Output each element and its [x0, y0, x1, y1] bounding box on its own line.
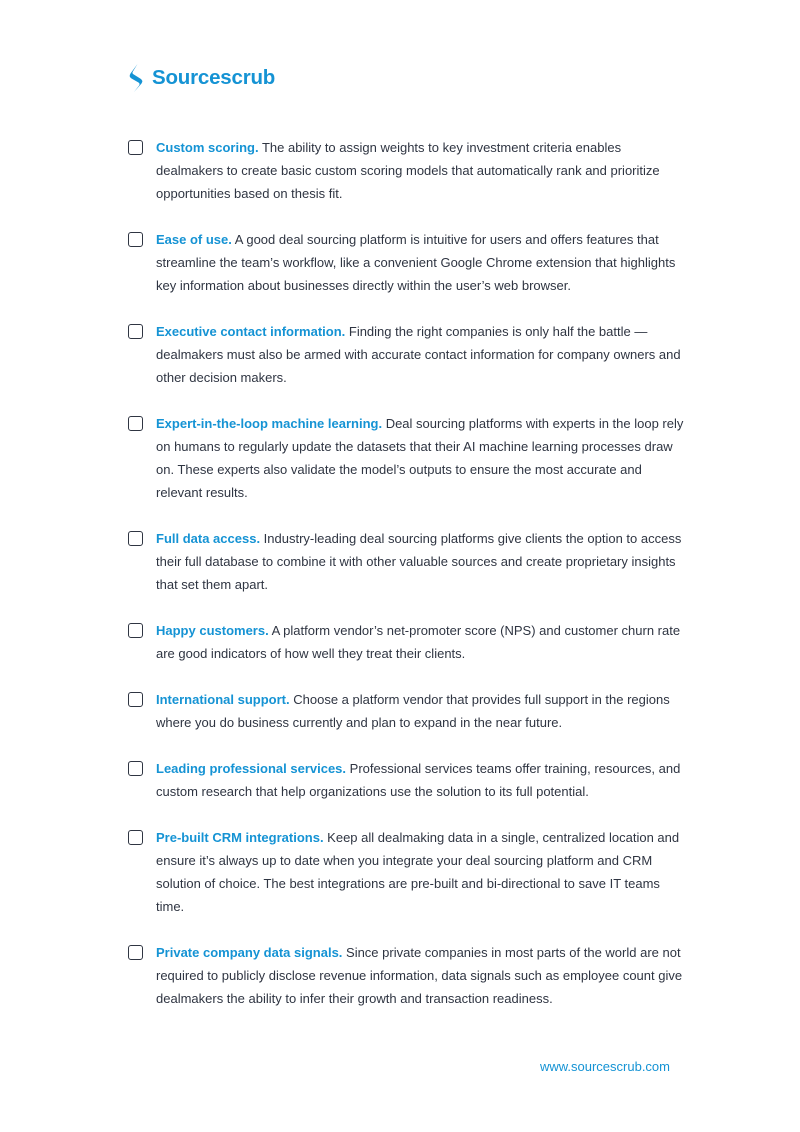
item-term: Expert-in-the-loop machine learning. — [156, 416, 383, 431]
checklist-item — [128, 136, 688, 205]
item-description: Since private companies in most parts of the world are not required to publicly disclose revenue information, data signals such as employee count give dealmakers the ability to infer their growth and transaction readiness. — [156, 945, 683, 1006]
item-term: Ease of use. — [156, 232, 232, 247]
item-term: Private company data signals. — [156, 945, 343, 960]
checkbox[interactable] — [128, 761, 143, 776]
item-description: Finding the right companies is only half the battle — dealmakers must also be armed with accurate contact information for company owners and other decision makers. — [156, 324, 681, 385]
item-description: Industry-leading deal sourcing platforms give clients the option to access their full database to combine it with other valuable sources and create proprietary insights that set them apart. — [156, 531, 682, 592]
item-description: Choose a platform vendor that provides full support in the regions where you do business currently and plan to expand in the near future. — [156, 692, 670, 730]
sourcescrub-logo-icon — [127, 63, 145, 93]
checklist — [128, 136, 688, 1010]
checklist-item — [128, 688, 688, 734]
item-term: Full data access. — [156, 531, 261, 546]
item-description: The ability to assign weights to key investment criteria enables dealmakers to create basic custom scoring models that automatically rank and prioritize opportunities based on thesis fit. — [156, 140, 660, 201]
checkbox[interactable] — [128, 140, 143, 155]
checkbox[interactable] — [128, 324, 143, 339]
item-term: Executive contact information. — [156, 324, 346, 339]
item-term: Pre-built CRM integrations. — [156, 830, 324, 845]
checklist-item — [128, 826, 688, 918]
checkbox[interactable] — [128, 945, 143, 960]
checklist-item — [128, 320, 688, 389]
checkbox[interactable] — [128, 830, 143, 845]
brand-logo — [127, 63, 275, 93]
checklist-item — [128, 941, 688, 1010]
checkbox[interactable] — [128, 692, 143, 707]
checklist-item — [128, 228, 688, 297]
item-description: A good deal sourcing platform is intuitive for users and offers features that streamline the team’s workflow, like a convenient Google Chrome extension that highlights key information about businesses directly within the user’s web browser. — [156, 232, 676, 293]
item-term: Leading professional services. — [156, 761, 347, 776]
checkbox[interactable] — [128, 531, 143, 546]
item-description: Deal sourcing platforms with experts in the loop rely on humans to regularly update the datasets that their AI machine learning processes draw on. These experts also validate the model’s outputs to ensure the most accurate and relevant results. — [156, 416, 684, 500]
footer-link[interactable]: www.sourcescrub.com — [539, 1059, 670, 1074]
brand-name: Sourcescrub — [152, 66, 276, 89]
checkbox[interactable] — [128, 416, 143, 431]
item-term: International support. — [156, 692, 290, 707]
checklist-item — [128, 527, 688, 596]
item-term: Happy customers. — [156, 623, 269, 638]
checkbox[interactable] — [128, 232, 143, 247]
checklist-item — [128, 619, 688, 665]
checkbox[interactable] — [128, 623, 143, 638]
item-term: Custom scoring. — [156, 140, 259, 155]
item-description: Keep all dealmaking data in a single, centralized location and ensure it’s always up to date when you integrate your deal sourcing platform and CRM solution of choice. The best integrations are pre-built and bi-directional to save IT teams time. — [156, 830, 680, 914]
checklist-item — [128, 757, 688, 803]
checklist-item — [128, 412, 688, 504]
item-description: Professional services teams offer training, resources, and custom research that help organizations use the solution to its full potential. — [156, 761, 681, 799]
item-description: A platform vendor’s net-promoter score (NPS) and customer churn rate are good indicators of how well they treat their clients. — [156, 623, 681, 661]
